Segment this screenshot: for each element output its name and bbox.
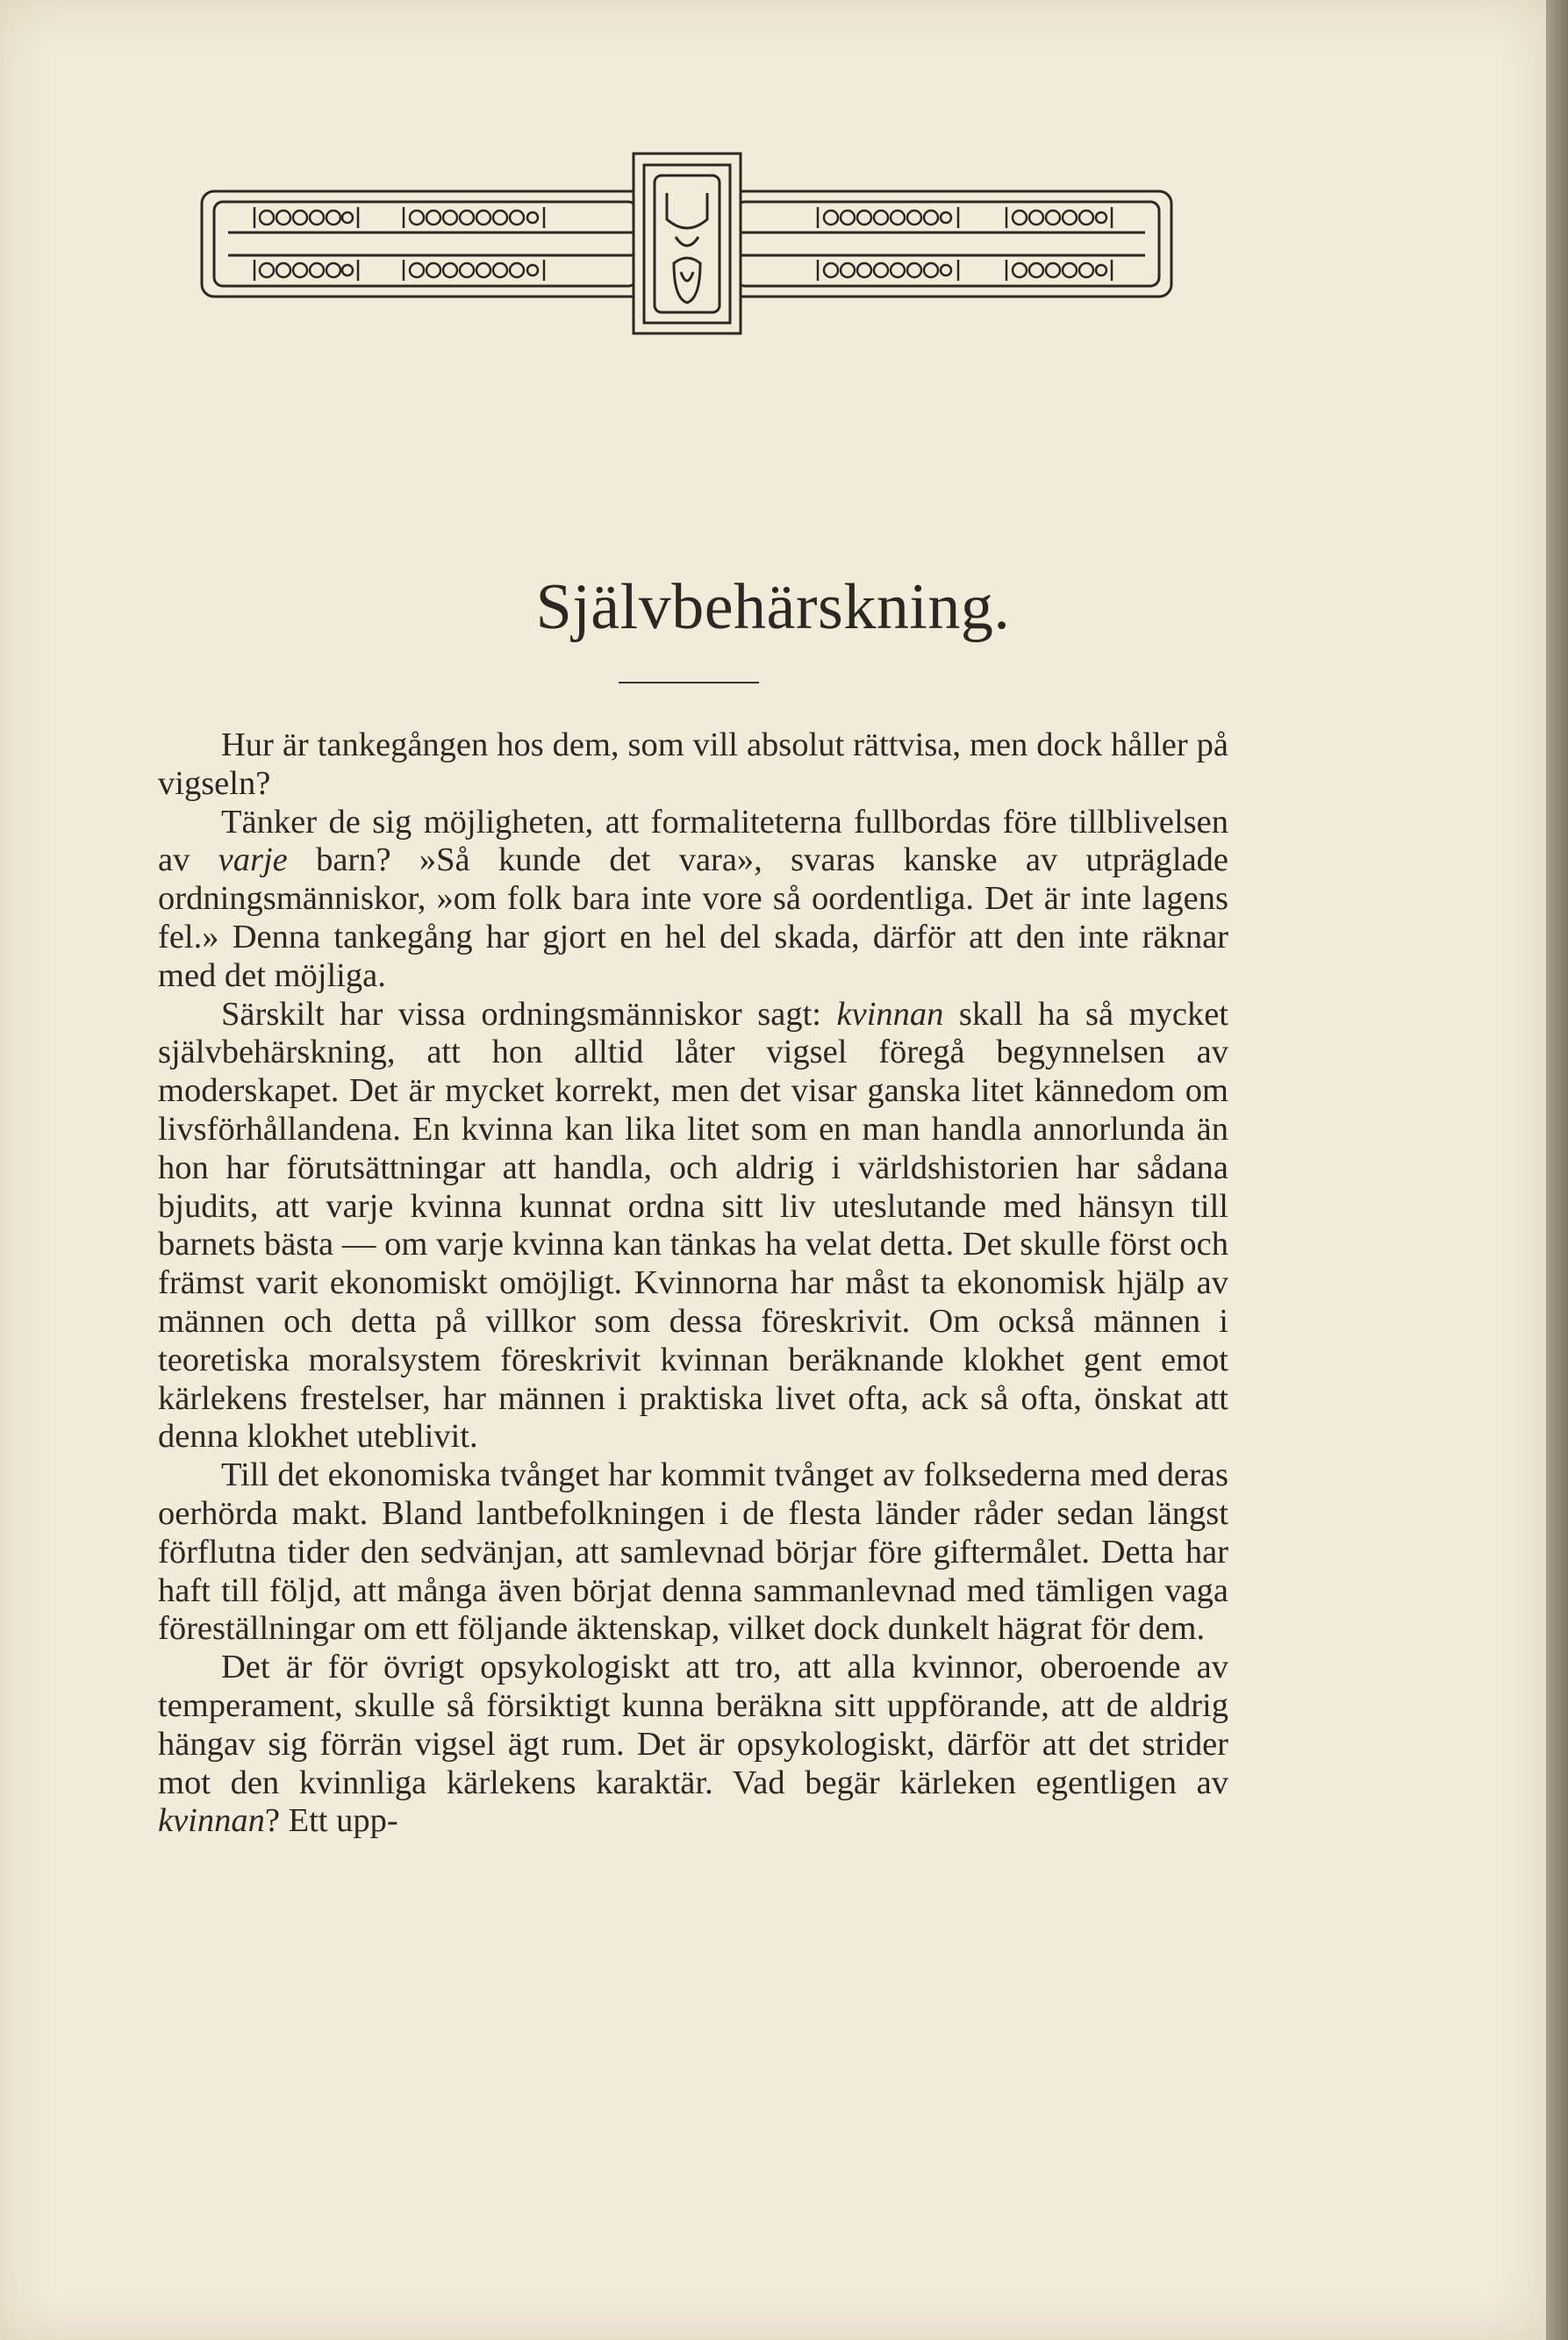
- paragraph-1: Hur är tankegången hos dem, som vill absolut rättvisa, men dock håller på vigseln?: [158, 726, 1228, 802]
- page-edge: [1546, 0, 1568, 2340]
- paragraph-4: Till det ekonomiska tvånget har kommit tvånget av folksederna med deras oerhörda makt. Bland lantbefolkningen i de flesta länder råder sedan längst förflutna tider den sedvänjan, att samlevnad börjar före giftermålet. Detta har haft till följd, att många även börjat denna sammanlevnad med tämligen vaga föreställningar om ett följande äktenskap, vilket dock dunkelt hägrat för dem.: [158, 1456, 1228, 1648]
- paragraph-5: Det är för övrigt opsykologiskt att tro, att alla kvinnor, oberoende av temperament, skulle så försiktigt kunna beräkna sitt uppförande, att de aldrig hängav sig förrän vigsel ägt rum. Det är opsykologiskt, därför att det strider mot den kvinnliga kärlekens karaktär. Vad begär kärleken egentligen av kvinnan? Ett upp-: [158, 1649, 1228, 1840]
- chapter-title: Självbehärskning.: [535, 571, 1011, 643]
- emphasis-word: kvinnan: [158, 1802, 265, 1840]
- paragraph-3: Särskilt har vissa ordningsmänniskor sagt: kvinnan skall ha så mycket självbehärskning, att hon alltid låter vigsel föregå begynnelsen av moderskapet. Det är mycket korrekt, men det visar ganska litet kännedom om livsförhållandena. En kvinna kan lika litet som en man handla annorlunda än hon har förutsättningar att handla, och aldrig i världshistorien har sådana bjudits, att varje kvinna kunnat ordna sitt liv uteslutande med hänsyn till barnets bästa — om varje kvinna kan tänkas ha velat detta. Det skulle först och främst varit ekonomiskt omöjligt. Kvinnorna har måst ta ekonomisk hjälp av männen och detta på villkor som dessa föreskrivit. Om också männen i teoretiska moralsystem föreskrivit kvinnan beräknande klokhet gent emot kärlekens frestelser, har männen i praktiska livet ofta, ack så ofta, önskat att denna klokhet uteblivit.: [158, 995, 1228, 1456]
- body-text: [158, 726, 1228, 1841]
- decorative-header-ornament: [193, 149, 1180, 342]
- emphasis-word: varje: [218, 841, 288, 879]
- title-divider: [619, 682, 759, 683]
- paragraph-2: Tänker de sig möjligheten, att formaliteterna fullbordas före tillblivelsen av varje barn? »Så kunde det vara», svaras kanske av utpräglade ordningsmänniskor, »om folk bara inte vore så oordentliga. Det är inte lagens fel.» Denna tankegång har gjort en hel del skada, därför att den inte räknar med det möjliga.: [158, 803, 1228, 994]
- emphasis-word: kvinnan: [836, 995, 944, 1033]
